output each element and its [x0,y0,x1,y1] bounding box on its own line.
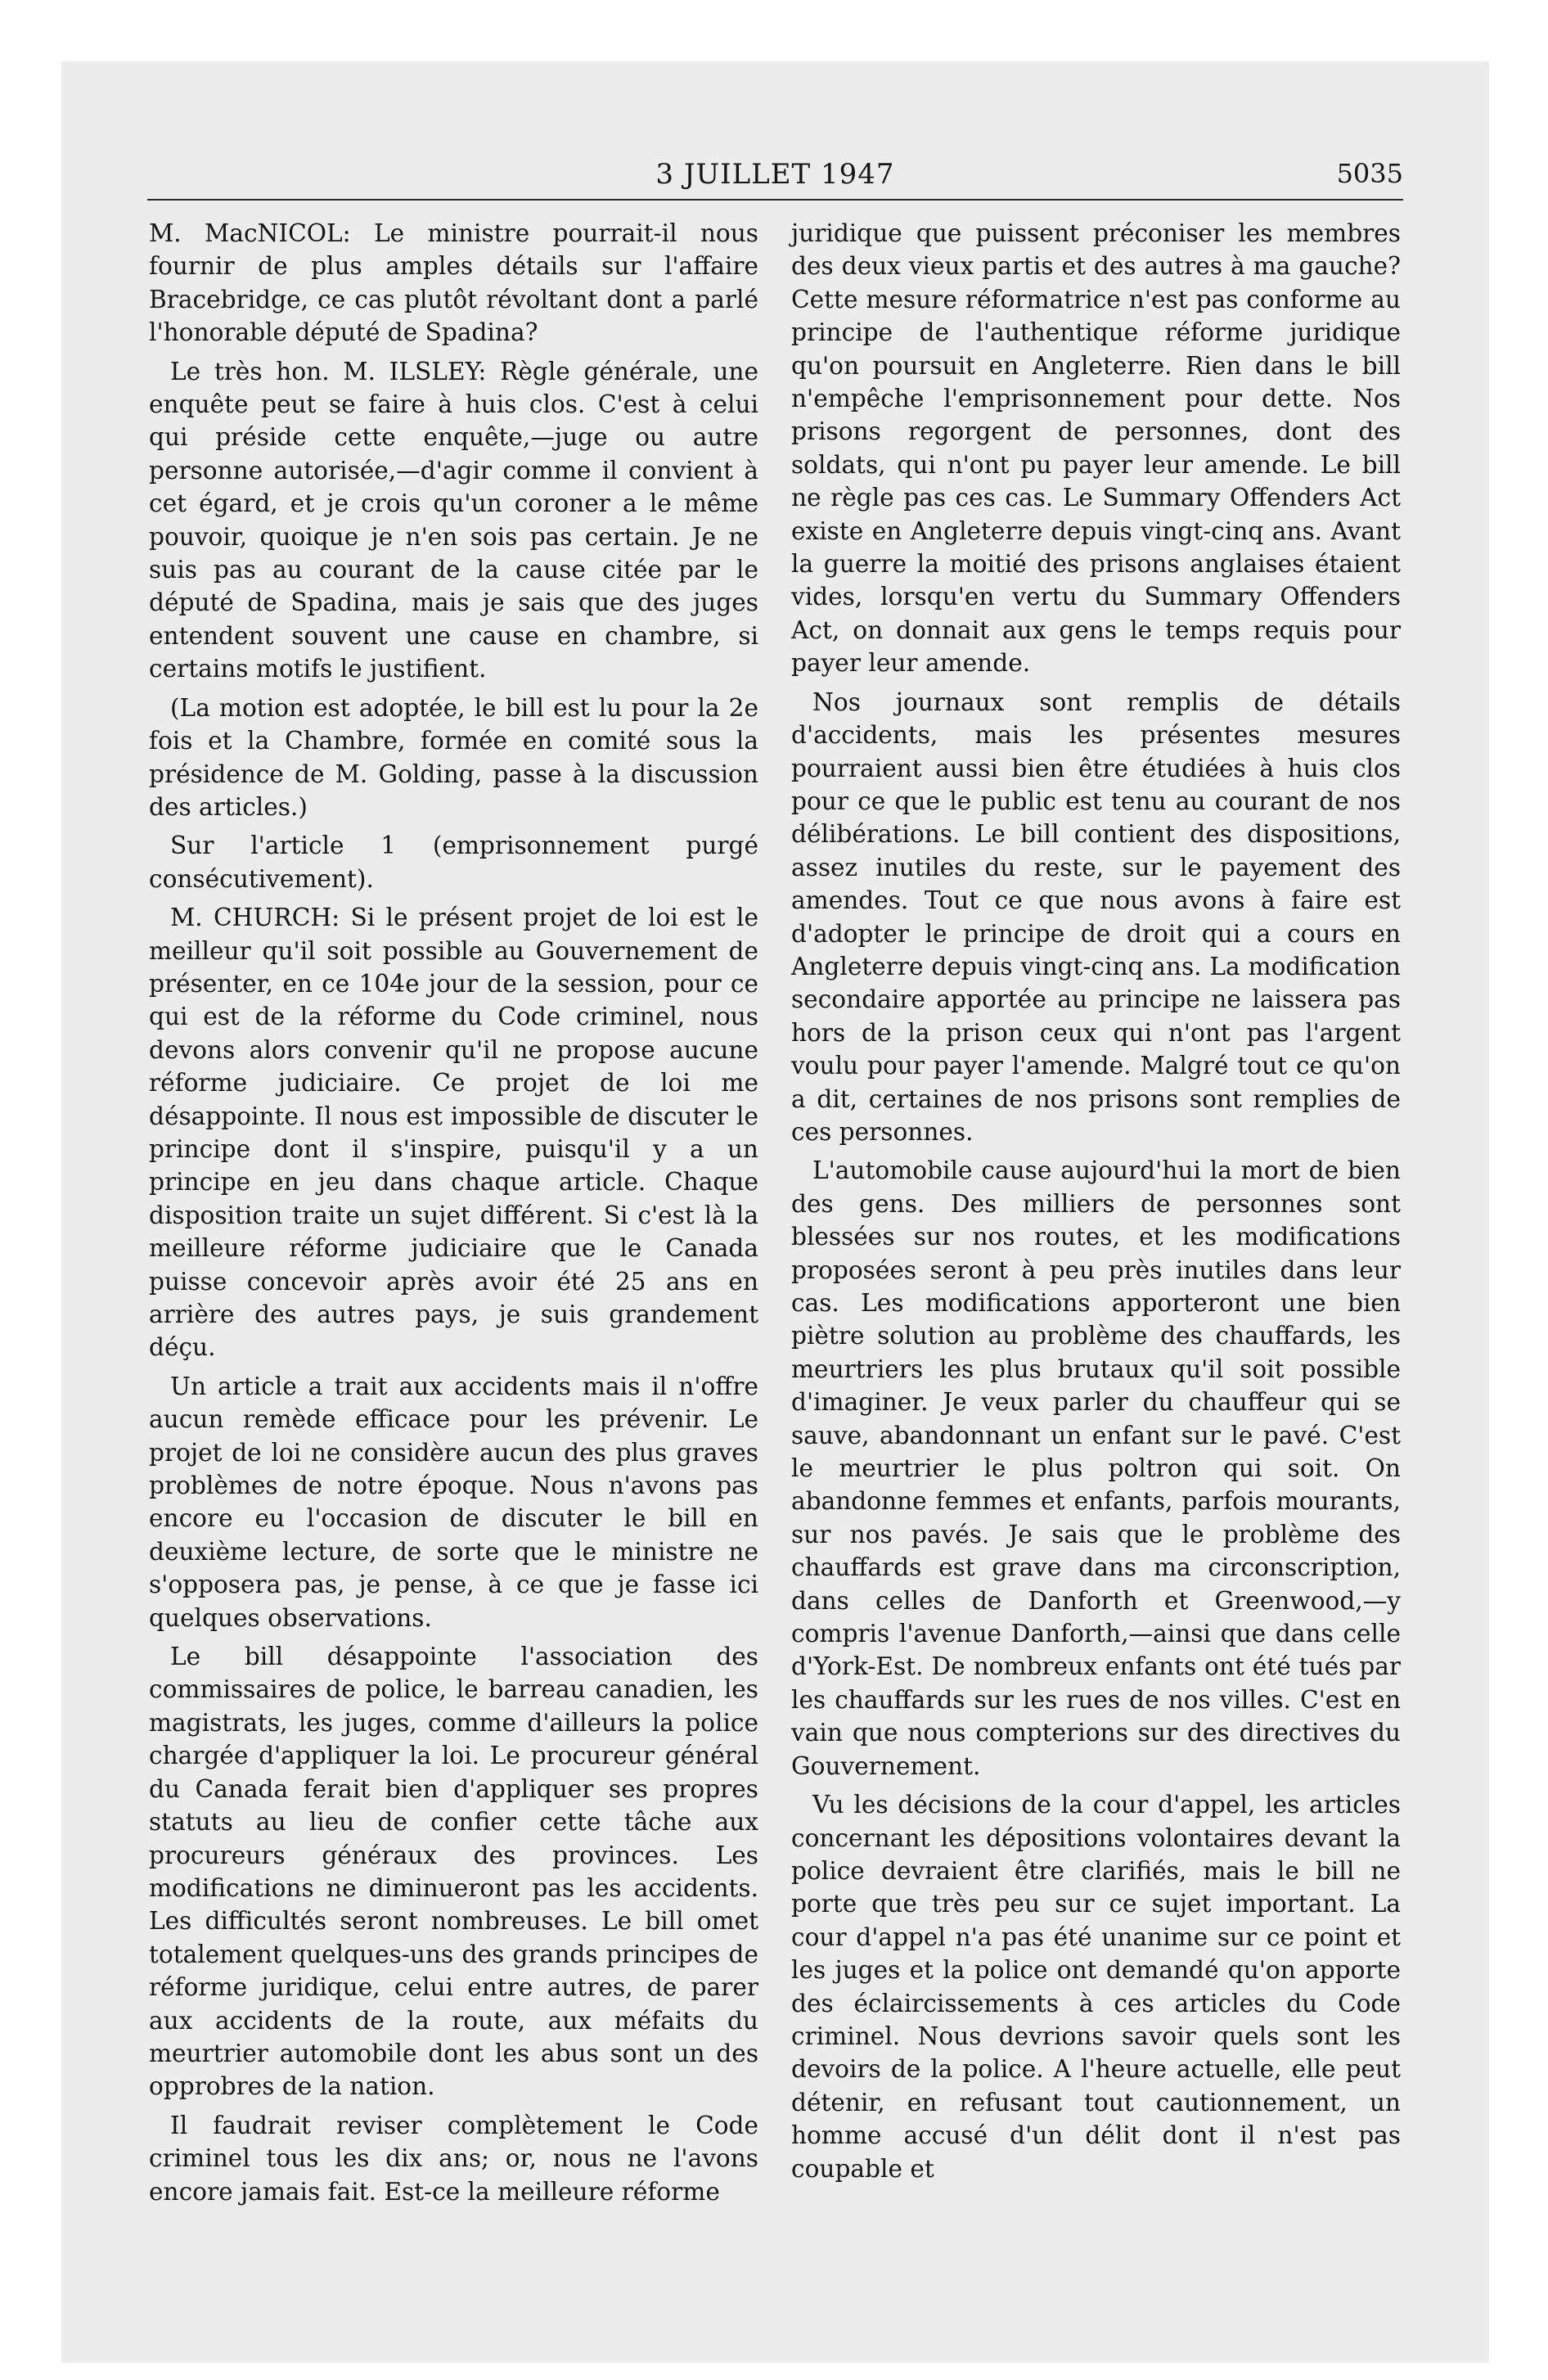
scanned-page [61,61,1489,2363]
paragraph: M. CHURCH: Si le présent projet de loi est le meilleur qu'il soit possible au Gouvernement de présenter, en ce 104e jour de la session, pour ce qui est de la réforme du Code criminel, nous devons alors convenir qu'il ne propose aucune réforme judiciaire. Ce projet de loi me désappointe. Il nous est impossible de discuter le principe dont il s'inspire, puisqu'il y a un principe en jeu dans chaque article. Chaque disposition traite un sujet différent. Si c'est là la meilleure réforme judiciaire que le Canada puisse concevoir après avoir été 25 ans en arrière des autres pays, je suis grandement déçu. [149,904,758,1362]
paragraph: Le très hon. M. ILSLEY: Règle générale, une enquête peut se faire à huis clos. C'est à celui qui préside cette enquête,—juge ou autre personne autorisée,—d'agir comme il convient à cet égard, et je crois qu'un coroner a le même pouvoir, quoique je n'en sois pas certain. Je ne suis pas au courant de la cause citée par le député de Spadina, mais je sais que des juges entendent souvent une cause en chambre, si certains motifs le justifient. [149,357,758,683]
page-number: 5035 [1336,158,1403,189]
page-body [61,61,1489,2363]
right-column [791,217,1401,2191]
paragraph: Nos journaux sont remplis de détails d'accidents, mais les présentes mesures pourraient aussi bien être étudiées à huis clos pour ce que le public est tenu au courant de nos délibérations. Le bill contient des dispositions, assez inutiles du reste, sur le payement des amendes. Tout ce que nous avons à faire est d'adopter le principe de droit qui a cours en Angleterre depuis vingt-cinq ans. La modification secondaire apportée au principe ne laissera pas hors de la prison ceux qui n'ont pas l'argent voulu pour payer l'amende. Malgré tout ce qu'on a dit, certaines de nos prisons sont remplies de ces personnes. [791,687,1401,1146]
paragraph: Un article a trait aux accidents mais il n'offre aucun remède efficace pour les prévenir. Le projet de loi ne considère aucun des plus graves problèmes de notre époque. Nous n'avons pas encore eu l'occasion de discuter le bill en deuxième lecture, de sorte que le ministre ne s'opposera pas, je pense, à ce que je fasse ici quelques observations. [149,1372,758,1632]
left-column [149,217,758,2214]
paragraph: Vu les décisions de la cour d'appel, les articles concernant les dépositions volontaires devant la police devraient être clarifiés, mais le bill ne porte que très peu sur ce sujet important. La cour d'appel n'a pas été unanime sur ce point et les juges et la police ont demandé qu'on apporte des éclaircissements à ces articles du Code criminel. Nous devrions savoir quels sont les devoirs de la police. A l'heure actuelle, elle peut détenir, en refusant tout cautionnement, un homme accusé d'un délit dont il n'est pas coupable et [791,1791,1401,2183]
paragraph: (La motion est adoptée, le bill est lu pour la 2e fois et la Chambre, formée en comité sous la présidence de M. Golding, passe à la discussion des articles.) [149,693,758,821]
paragraph: Sur l'article 1 (emprisonnement purgé consécutivement). [149,832,758,893]
paragraph: Le bill désappointe l'association des commissaires de police, le barreau canadien, les magistrats, les juges, comme d'ailleurs la police chargée d'appliquer la loi. Le procureur général du Canada ferait bien d'appliquer ses propres statuts au lieu de confier cette tâche aux procureurs généraux des provinces. Les modifications ne diminueront pas les accidents. Les difficultés seront nombreuses. Le bill omet totalement quelques-uns des grands principes de réforme juridique, celui entre autres, de parer aux accidents de la route, aux méfaits du meurtrier automobile dont les abus sont un des opprobres de la nation. [149,1643,758,2101]
paragraph: L'automobile cause aujourd'hui la mort de bien des gens. Des milliers de personnes sont blessées sur nos routes, et les modifications proposées seront à peu près inutiles dans leur cas. Les modifications apporteront une bien piètre solution au problème des chauffards, les meurtriers les plus brutaux qu'il soit possible d'imaginer. Je veux parler du chauffeur qui se sauve, abandonnant un enfant sur le pavé. C'est le meurtrier le plus poltron qui soit. On abandonne femmes et enfants, parfois mourants, sur nos pavés. Je sais que le problème des chauffards est grave dans ma circonscription, dans celles de Danforth et Greenwood,—y compris l'avenue Danforth,—ainsi que dans celle d'York-Est. De nombreux enfants ont été tués par les chauffards sur les rues de nos villes. C'est en vain que nous compterions sur des directives du Gouvernement. [791,1156,1401,1780]
paragraph: M. MacNICOL: Le ministre pourrait-il nous fournir de plus amples détails sur l'affaire Bracebridge, ce cas plutôt révoltant dont a parlé l'honorable député de Spadina? [149,219,758,347]
header-rule [147,199,1403,201]
page-date: 3 JUILLET 1947 [655,158,895,191]
paragraph: Il faudrait reviser complètement le Code criminel tous les dix ans; or, nous ne l'avons encore jamais fait. Est-ce la meilleure réforme [149,2111,758,2206]
paragraph: juridique que puissent préconiser les membres des deux vieux partis et des autres à ma gauche? Cette mesure réformatrice n'est pas conforme au principe de l'authentique réforme juridique qu'on poursuit en Angleterre. Rien dans le bill n'empêche l'emprisonnement pour dette. Nos prisons regorgent de personnes, dont des soldats, qui n'ont pu payer leur amende. Le bill ne règle pas ces cas. Le Summary Offenders Act existe en Angleterre depuis vingt-cinq ans. Avant la guerre la moitié des prisons anglaises étaient vides, lorsqu'en vertu du Summary Offenders Act, on donnait aux gens le temps requis pour payer leur amende. [791,219,1401,678]
